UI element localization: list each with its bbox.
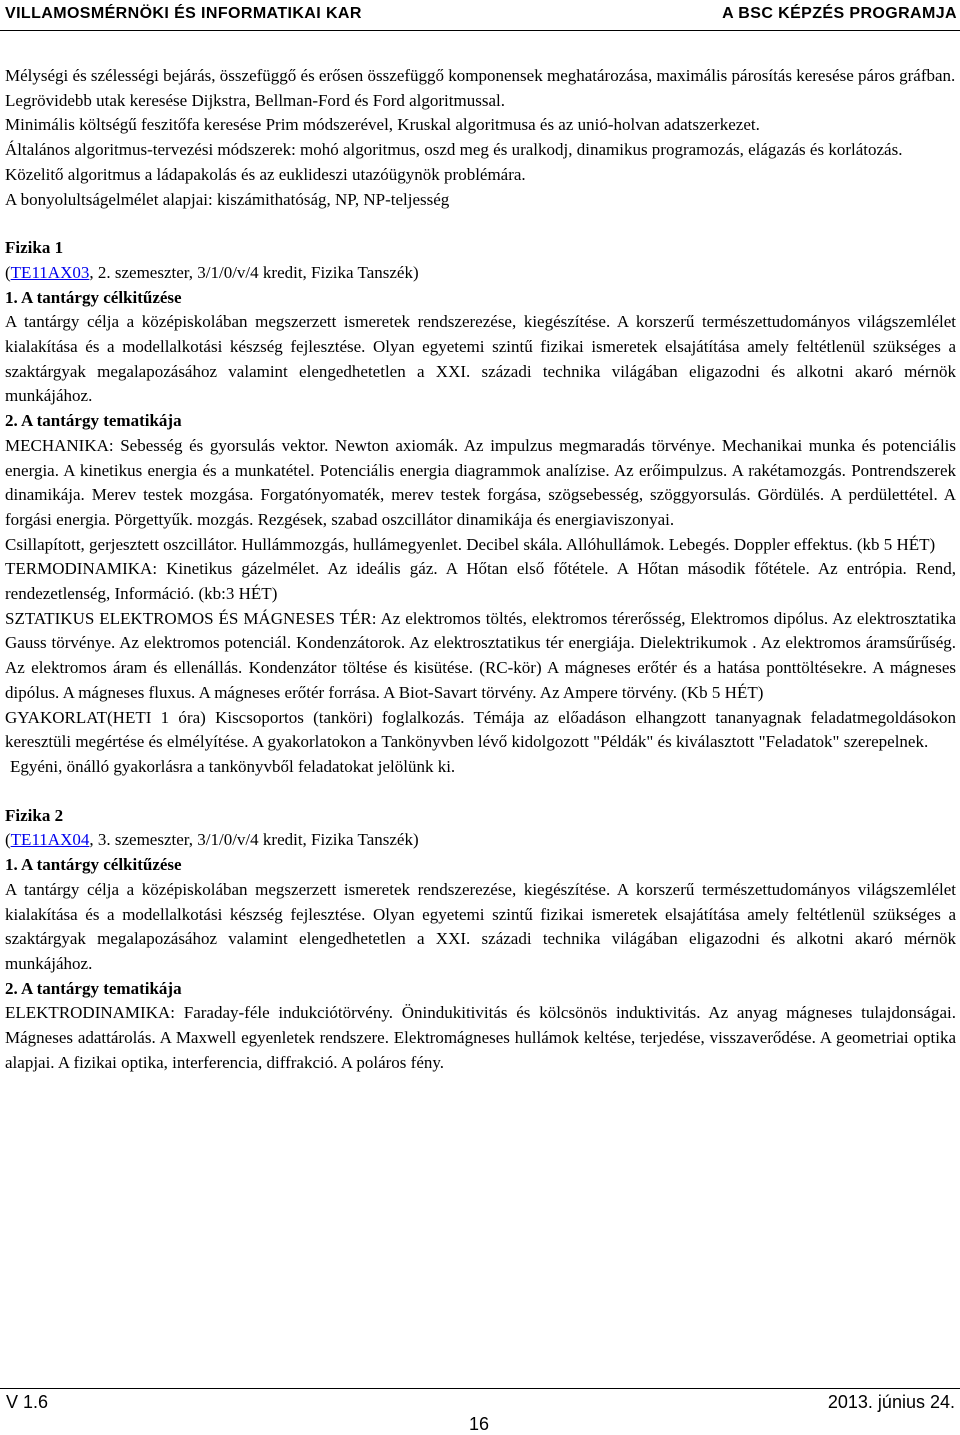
course-fizika2 [5, 804, 956, 1076]
goal-heading: 1. A tantárgy célkitűzése [5, 287, 182, 307]
header-faculty: VILLAMOSMÉRNÖKI ÉS INFORMATIKAI KAR [5, 5, 362, 22]
header-program: A BSC KÉPZÉS PROGRAMJA [722, 5, 957, 22]
topic-paragraph: Csillapított, gerjesztett oszcillátor. Hullámmozgás, hullámegyenlet. Decibel skála. Allóhullámok. Lebegés. Doppler effektus. (kb 5 HÉT) [5, 534, 936, 554]
goal-text: A tantárgy célja a középiskolában megszerzett ismeretek rendszerezése, kiegészítése. A korszerű természettudományos világszemlélet kialakítása és a modellalkotási készség fejlesztése. Olyan egyetemi szintű fizikai ismeretek elsajátítása amely feltétlenül szükséges a szaktárgyak megalapozásához valamint elengedhetetlen a XXI. századi technika világában eligazodni és alkotni akaró mérnök munkájához. [5, 312, 956, 406]
footer-version: V 1.6 [6, 1392, 49, 1412]
course-details: , 3. szemeszter, 3/1/0/v/4 kredit, Fizika Tanszék) [89, 830, 419, 850]
course-fizika1 [5, 236, 956, 779]
course-details: , 2. szemeszter, 3/1/0/v/4 kredit, Fizika Tanszék) [89, 262, 419, 282]
course-title: Fizika 1 [5, 238, 64, 258]
goal-heading: 1. A tantárgy célkitűzése [5, 855, 182, 875]
topic-paragraph: GYAKORLAT(HETI 1 óra) Kiscsoportos (tankӧri) foglalkozás. Témája az előadáson elhangzott tananyagnak feladatmegoldásokon keresztüli megértése és elmélyítése. A gyakorlatokon a Tankönyvben lévő kidolgozott "Példák" és kiválasztott "Feladatok" szerepelnek. [5, 707, 956, 752]
intro-line: Mélységi és szélességi bejárás, összefüggő és erősen összefüggő komponensek meghatározása, maximális párosítás keresése páros gráfban. [5, 66, 956, 85]
topic-paragraph: MECHANIKA: Sebesség és gyorsulás vektor. Newton axiomák. Az impulzus megmaradás törvénye. Mechanikai munka és potenciális energia. A kinetikus energia és a munkatétel. Potenciális energia diagrammok analízise. Az erőimpulzus. A rakétamozgás. Pontrendszerek dinamikája. Merev testek mozgása. Forgatónyomaték, merev testek forgása, szögsebesség, szöggyorsulás. Gördülés. A perdülettétel. A forgási energia. Pörgettyűk. mozgás. Rezgések, szabad oszcillátor dinamikája és energiaviszonyai. [5, 435, 956, 529]
topic-paragraph: SZTATIKUS ELEKTROMOS ÉS MÁGNESES TÉR: Az elektromos töltés, elektromos térerősség, Elektromos dipólus. Az elektrosztatika Gauss törvénye. Az elektromos potenciál. Kondenzátorok. Az elektrosztatikus tér energiája. Dielektrikumok . Az elektromos áramsűrűség. Az elektromos áram és ellenállás. Kondenzátor töltése és kisütése. (RC-kör) A mágneses erőtér és a hatása ponttöltésekre. A mágneses dipólus. A mágneses fluxus. A mágneses erőtér forrása. A Biot-Savart törvény. Az Ampere törvény. (Kb 5 HÉT) [5, 608, 956, 702]
course-subtitle: (TE11AX03, 2. szemeszter, 3/1/0/v/4 kredit, Fizika Tanszék) [5, 262, 419, 282]
document-body [5, 64, 956, 1075]
intro-line: Közelitő algoritmus a ládapakolás és az euklideszi utazóügynök problémára. [5, 164, 526, 184]
page-footer [0, 1388, 960, 1434]
topic-paragraph: TERMODINAMIKA: Kinetikus gázelmélet. Az ideális gáz. A Hőtan első főtétele. A Hőtan második főtétele. Az entrópia. Rend, rendezetlenség, Információ. (kb:3 HÉT) [5, 559, 956, 604]
course-code-link[interactable]: TE11AX04 [10, 830, 90, 850]
footer-date: 2013. június 24. [827, 1392, 955, 1412]
goal-text: A tantárgy célja a középiskolában megszerzett ismeretek rendszerezése, kiegészítése. A korszerű természettudományos világszemlélet kialakítása és a modellalkotási készség fejlesztése. Olyan egyetemi szintű fizikai ismeretek elsajátítása amely feltétlenül szükséges a szaktárgyak megalapozásához valamint elengedhetetlen a XXI. századi technika világában eligazodni és alkotni akaró mérnök munkájához. [5, 879, 956, 973]
topic-paragraph: ELEKTRODINAMIKA: Faraday-féle indukciótörvény. Önindukitivitás és kölcsönös induktivitás. Az anyag mágneses tulajdonságai. Mágneses adattárolás. A Maxwell egyenletek rendszere. Elektromágneses hullámok keltése, terjedése, visszaverődése. A geometriai optika alapjai. A fizikai optika, interferencia, diffrakció. A poláros fény. [5, 1003, 956, 1072]
intro-line: Minimális költségű feszitőfa keresése Prim módszerével, Kruskal algoritmusa és az unió-holvan adatszerkezet. [5, 115, 760, 135]
course-title: Fizika 2 [5, 805, 64, 825]
intro-line: A bonyolultságelmélet alapjai: kiszámithatóság, NP, NP-teljesség [5, 189, 450, 209]
topic-paragraph: Egyéni, önálló gyakorlásra a tankönyvből feladatokat jelölünk ki. [10, 756, 456, 776]
intro-line: Általános algoritmus-tervezési módszerek: mohó algoritmus, oszd meg és uralkodj, dinamikus programozás, elágazás és korlátozás. [5, 140, 903, 160]
intro-line: Legrövidebb utak keresése Dijkstra, Bellman-Ford és Ford algoritmussal. [5, 90, 505, 110]
topics-heading: 2. A tantárgy tematikája [5, 978, 182, 998]
course-subtitle: (TE11AX04, 3. szemeszter, 3/1/0/v/4 kredit, Fizika Tanszék) [5, 830, 419, 850]
course-code-link[interactable]: TE11AX03 [10, 262, 90, 282]
page-number: 16 [469, 1414, 490, 1434]
topics-heading: 2. A tantárgy tematikája [5, 411, 182, 431]
page-header [0, 0, 960, 31]
